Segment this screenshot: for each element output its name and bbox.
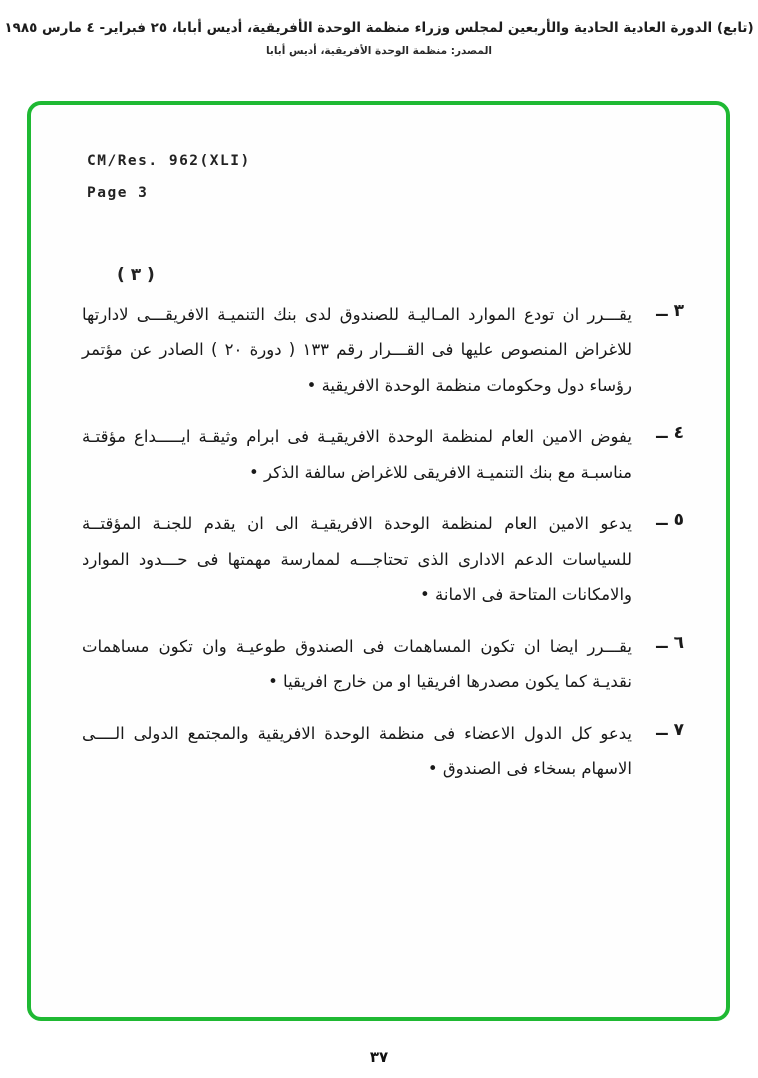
paragraph-text: يدعو الامين العام لمنظمة الوحدة الافريقيـة الى ان يقدم للجنـة المؤقتــة للسياسات الدعم الادارى الذى تحتاجـــه لممارسة مهمتها فى حـــدود الموارد والامكانات المتاحة فى الامانة • <box>82 514 632 605</box>
paragraph-number: ٦ ــ <box>656 632 684 653</box>
resolution-paragraph-5 <box>64 506 684 612</box>
paragraph-number: ٧ ــ <box>656 719 684 740</box>
page-label: Page 3 <box>87 185 149 201</box>
section-marker: ( ٣ ) <box>117 265 155 285</box>
paragraph-text: يقـــرر ايضا ان تكون المساهمات فى الصندوق طوعيـة وان تكون مساهمات نقديـة كما يكون مصدرها افريقيا او من خارج افريقيا • <box>82 636 632 692</box>
resolution-paragraph-4 <box>64 419 684 490</box>
resolution-paragraph-6 <box>64 629 684 700</box>
header-title: (تابع) الدورة العادية الحادية والأربعين لمجلس وزراء منظمة الوحدة الأفريقية، أديس أبابا، ٢٥ فبراير- ٤ مارس ١٩٨٥ <box>4 20 754 36</box>
page-number: ٣٧ <box>369 1048 389 1066</box>
resolution-paragraphs <box>64 297 684 803</box>
document-header <box>0 0 758 57</box>
paragraph-number: ٤ ــ <box>656 423 684 444</box>
resolution-paragraph-7 <box>64 716 684 787</box>
paragraph-number: ٣ ــ <box>656 301 684 321</box>
paragraph-text: يقـــرر ان تودع الموارد المـاليـة للصندوق لدى بنك التنميـة الافريقـــى لادارتها للاغراض المنصوص عليها فى القـــرار رقم ١٣٣ ( دورة ٢٠ ) الصادر عن مؤتمر رؤساء دول وحكومات منظمة الوحدة الافريقية • <box>82 305 633 395</box>
paragraph-text: يفوض الامين العام لمنظمة الوحدة الافريقيـة فى ابرام وثيقـة ايـــــداع مؤقتـة مناسبـة مع بنك التنميـة الافريقى للاغراض سالفة الذكر • <box>82 427 632 482</box>
resolution-paragraph-3 <box>64 297 684 403</box>
paragraph-number: ٥ ــ <box>656 510 684 531</box>
document-reference: CM/Res. 962(XLI) <box>87 153 251 169</box>
paragraph-text: يدعو كل الدول الاعضاء فى منظمة الوحدة الافريقية والمجتمع الدولى الــــى الاسهام بسخاء فى الصندوق • <box>82 723 632 779</box>
scanned-page-frame <box>27 101 730 1021</box>
header-source: المصدر: منظمة الوحدة الأفريقية، أديس أبابا <box>265 45 492 57</box>
